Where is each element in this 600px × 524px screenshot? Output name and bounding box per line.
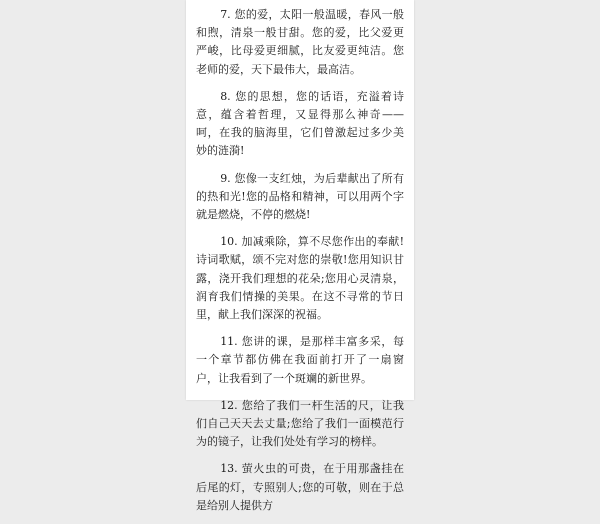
paragraph-7: 7. 您的爱，太阳一般温暖，春风一般和煦，清泉一般甘甜。您的爱，比父爱更严峻，比母爱更细腻，比友爱更纯洁。您老师的爱，天下最伟大，最高洁。	[196, 8, 404, 76]
paragraph-12: 12. 您给了我们一杆生活的尺，让我们自己天天去丈量;您给了我们一面模范行为的镜子，让我们处处有学习的榜样。	[196, 398, 404, 449]
paragraph-8: 8. 您的思想，您的话语，充溢着诗意，蕴含着哲理，又显得那么神奇——呵，在我的脑海里，它们曾激起过多少美妙的涟漪!	[196, 89, 404, 158]
document-body	[196, 6, 404, 524]
paragraph-11: 11. 您讲的课，是那样丰富多采，每一个章节都仿佛在我面前打开了一扇窗户，让我看到了一个斑斓的新世界。	[196, 335, 404, 385]
paragraph-10: 10. 加减乘除，算不尽您作出的奉献!诗词歌赋，颂不完对您的崇敬!您用知识甘露，浇开我们理想的花朵;您用心灵清泉，润育我们情操的美果。在这不寻常的节日里，献上我们深深的祝福。	[196, 235, 404, 322]
document-sheet	[186, 0, 414, 512]
paragraph-13: 13. 萤火虫的可贵，在于用那盏挂在后尾的灯，专照别人;您的可敬，则在于总是给别人提供方	[196, 462, 404, 512]
paragraph-9: 9. 您像一支红烛，为后辈献出了所有的热和光!您的品格和精神，可以用两个字就是燃烧，不停的燃烧!	[196, 171, 404, 222]
